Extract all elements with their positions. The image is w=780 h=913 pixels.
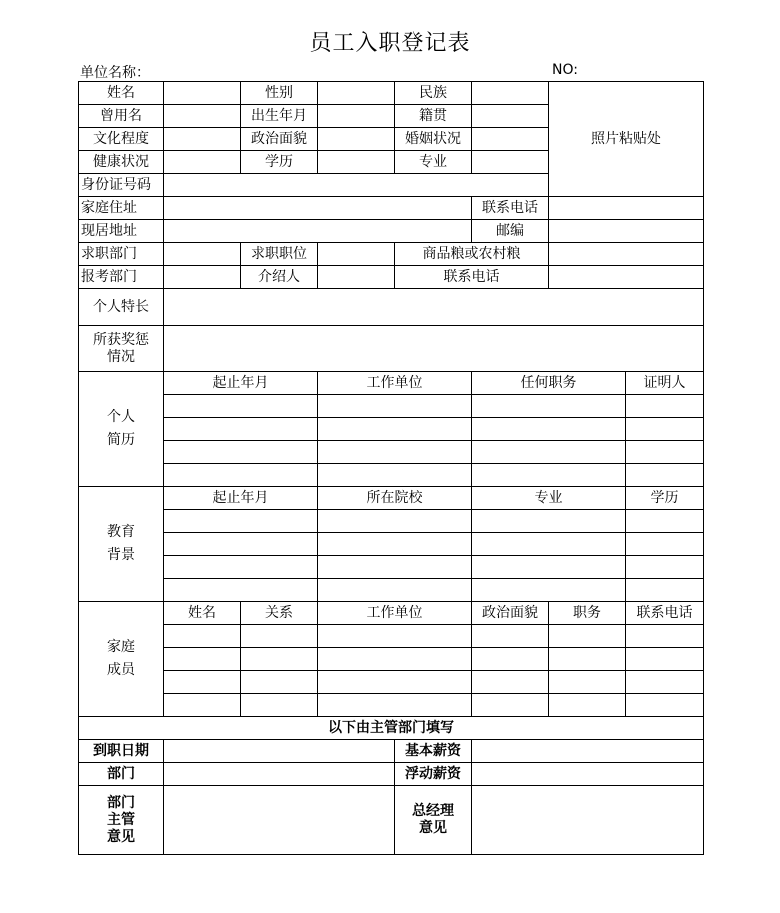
resume-label (79, 372, 164, 487)
referrer-field[interactable] (318, 266, 395, 289)
former-name-field[interactable] (164, 105, 241, 128)
postcode-field[interactable] (549, 220, 704, 243)
base-salary-field[interactable] (472, 740, 704, 763)
home-phone-label: 联系电话 (472, 197, 549, 220)
education-label-line2: 背景 (107, 547, 135, 563)
gm-opinion-line1: 总经理 (412, 803, 454, 819)
supervisor-section-title: 以下由主管部门填写 (79, 717, 704, 740)
apply-dept-field[interactable] (164, 243, 241, 266)
home-address-field[interactable] (164, 197, 472, 220)
home-phone-field[interactable] (549, 197, 704, 220)
education-header-period: 起止年月 (164, 487, 318, 510)
unit-name-label: 单位名称： (80, 65, 150, 81)
resume-header-position: 任何职务 (472, 372, 626, 395)
family-header-name: 姓名 (164, 602, 241, 625)
major-label: 专业 (395, 151, 472, 174)
family-row (79, 694, 704, 717)
home-address-label: 家庭住址 (79, 197, 164, 220)
education-header-degree: 学历 (626, 487, 704, 510)
resume-label-line2: 简历 (107, 432, 135, 448)
exam-dept-field[interactable] (164, 266, 241, 289)
birth-date-field[interactable] (318, 105, 395, 128)
dept-opinion-line1: 部门 (107, 794, 135, 811)
ethnicity-field[interactable] (472, 82, 549, 105)
gm-opinion-line2: 意见 (419, 820, 447, 836)
dept-field[interactable] (164, 763, 395, 786)
resume-row (79, 395, 704, 418)
name-label: 姓名 (79, 82, 164, 105)
family-header-relation: 关系 (241, 602, 318, 625)
specialty-label: 个人特长 (79, 289, 164, 326)
gm-opinion-label (395, 786, 472, 855)
family-label-line1: 家庭 (107, 639, 135, 655)
name-field[interactable] (164, 82, 241, 105)
float-salary-field[interactable] (472, 763, 704, 786)
apply-dept-label: 求职部门 (79, 243, 164, 266)
awards-label (79, 326, 164, 372)
education-row (79, 556, 704, 579)
float-salary-label: 浮动薪资 (395, 763, 472, 786)
referrer-label: 介绍人 (241, 266, 318, 289)
gender-label: 性别 (241, 82, 318, 105)
no-label: NO: (552, 62, 578, 78)
resume-row (79, 441, 704, 464)
resume-header-period: 起止年月 (164, 372, 318, 395)
political-status-field[interactable] (318, 128, 395, 151)
base-salary-label: 基本薪资 (395, 740, 472, 763)
resume-row (79, 418, 704, 441)
former-name-label: 曾用名 (79, 105, 164, 128)
education-level-label: 文化程度 (79, 128, 164, 151)
gender-field[interactable] (318, 82, 395, 105)
native-place-label: 籍贯 (395, 105, 472, 128)
grain-type-label: 商品粮或农村粮 (395, 243, 549, 266)
awards-label-line1: 所获奖惩 (93, 331, 149, 348)
marital-status-label: 婚姻状况 (395, 128, 472, 151)
birth-date-label: 出生年月 (241, 105, 318, 128)
education-row (79, 533, 704, 556)
awards-field[interactable] (164, 326, 704, 372)
dept-opinion-label (79, 786, 164, 855)
family-header-employer: 工作单位 (318, 602, 472, 625)
degree-field[interactable] (318, 151, 395, 174)
education-header-major: 专业 (472, 487, 626, 510)
family-label (79, 602, 164, 717)
education-row (79, 510, 704, 533)
degree-label: 学历 (241, 151, 318, 174)
id-number-field[interactable] (164, 174, 549, 197)
resume-header-employer: 工作单位 (318, 372, 472, 395)
referrer-phone-field[interactable] (549, 266, 704, 289)
hire-date-label: 到职日期 (79, 740, 164, 763)
current-address-field[interactable] (164, 220, 472, 243)
family-row (79, 648, 704, 671)
family-header-position: 职务 (549, 602, 626, 625)
education-label-line1: 教育 (107, 524, 135, 540)
family-label-line2: 成员 (107, 662, 135, 678)
ethnicity-label: 民族 (395, 82, 472, 105)
specialty-field[interactable] (164, 289, 704, 326)
form-title: 员工入职登记表 (309, 31, 471, 56)
awards-label-line2: 情况 (107, 348, 135, 365)
gm-opinion-field[interactable] (472, 786, 704, 855)
education-level-field[interactable] (164, 128, 241, 151)
health-field[interactable] (164, 151, 241, 174)
political-status-label: 政治面貌 (241, 128, 318, 151)
education-label (79, 487, 164, 602)
native-place-field[interactable] (472, 105, 549, 128)
hire-date-field[interactable] (164, 740, 395, 763)
registration-table (78, 81, 704, 855)
dept-opinion-line2: 主管 (107, 811, 135, 828)
family-row (79, 671, 704, 694)
referrer-phone-label: 联系电话 (395, 266, 549, 289)
family-row (79, 625, 704, 648)
resume-header-witness: 证明人 (626, 372, 704, 395)
apply-position-label: 求职职位 (241, 243, 318, 266)
family-header-phone: 联系电话 (626, 602, 704, 625)
photo-area[interactable]: 照片粘贴处 (549, 82, 704, 197)
major-field[interactable] (472, 151, 549, 174)
dept-label: 部门 (79, 763, 164, 786)
apply-position-field[interactable] (318, 243, 395, 266)
family-header-political: 政治面貌 (472, 602, 549, 625)
education-header-school: 所在院校 (318, 487, 472, 510)
id-number-label: 身份证号码 (79, 174, 164, 197)
education-row (79, 579, 704, 602)
resume-row (79, 464, 704, 487)
health-label: 健康状况 (79, 151, 164, 174)
current-address-label: 现居地址 (79, 220, 164, 243)
grain-type-field[interactable] (549, 243, 704, 266)
dept-opinion-field[interactable] (164, 786, 395, 855)
dept-opinion-line3: 意见 (107, 828, 135, 845)
exam-dept-label: 报考部门 (79, 266, 164, 289)
marital-status-field[interactable] (472, 128, 549, 151)
postcode-label: 邮编 (472, 220, 549, 243)
resume-label-line1: 个人 (107, 409, 135, 425)
